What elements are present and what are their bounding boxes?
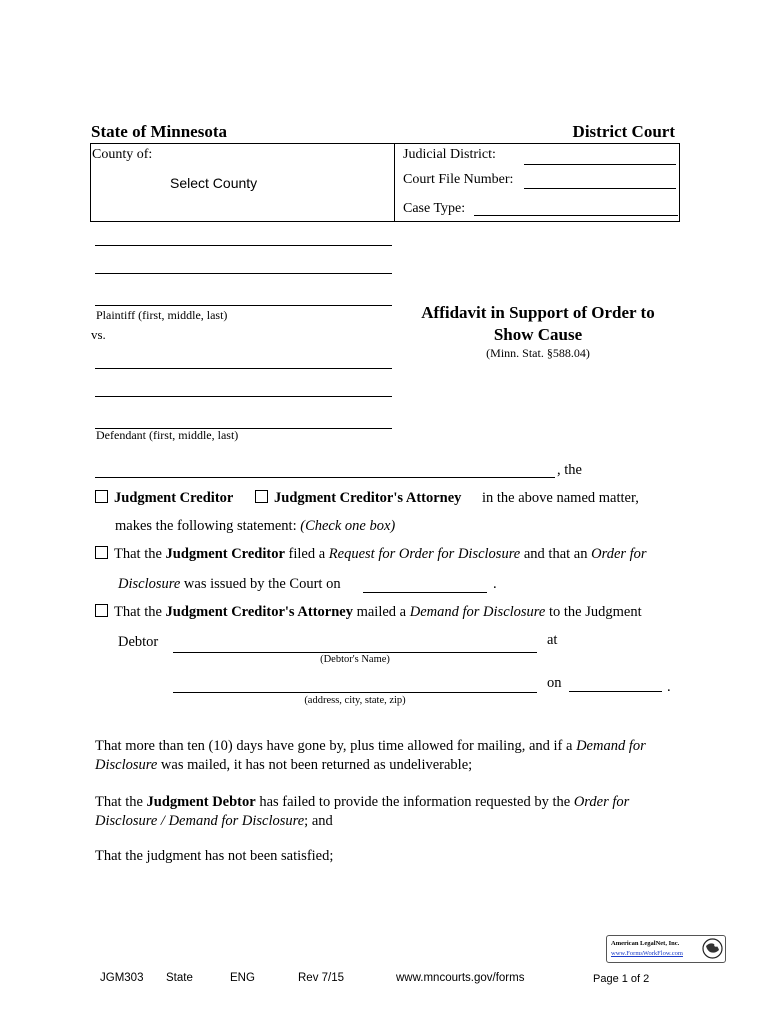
plaintiff-line-3[interactable] xyxy=(95,305,392,306)
mailing-date-field[interactable] xyxy=(569,691,662,692)
debtor-label: Debtor xyxy=(118,634,159,650)
footer-revision: Rev 7/15 xyxy=(298,972,345,984)
debtor-name-caption: (Debtor's Name) xyxy=(320,654,390,665)
globe-icon xyxy=(702,938,723,959)
debtor-address-field[interactable] xyxy=(173,692,537,693)
caption-divider xyxy=(394,143,395,221)
footer-language: ENG xyxy=(230,972,255,984)
defendant-line-1[interactable] xyxy=(95,368,392,369)
court-heading: District Court xyxy=(572,122,675,141)
plaintiff-line-1[interactable] xyxy=(95,245,392,246)
at-text: at xyxy=(547,632,558,648)
footer-form-number: JGM303 xyxy=(100,972,144,984)
judicial-district-field[interactable] xyxy=(524,164,676,165)
debtor-name-field[interactable] xyxy=(173,652,537,653)
paragraph-1: That more than ten (10) days have gone by, plus time allowed for mailing, and if a Demand for Disclosure was mailed, it has not been returned as undeliverable; xyxy=(95,738,646,773)
form-title-line-2: Show Cause xyxy=(493,325,583,344)
court-file-field[interactable] xyxy=(524,188,676,189)
plaintiff-label: Plaintiff (first, middle, last) xyxy=(96,308,228,322)
affiant-name-field[interactable] xyxy=(95,477,555,478)
stamp-name: American LegalNet, Inc. xyxy=(611,940,680,947)
clause-2-checkbox[interactable] xyxy=(95,604,108,617)
defendant-line-2[interactable] xyxy=(95,396,392,397)
form-title-line-1: Affidavit in Support of Order to xyxy=(421,303,655,322)
on-text: on xyxy=(547,675,562,691)
judgment-creditor-checkbox[interactable] xyxy=(95,490,108,503)
case-type-field[interactable] xyxy=(474,215,678,216)
footer-page-number: Page 1 of 2 xyxy=(593,973,650,985)
paragraph-3: That the judgment has not been satisfied; xyxy=(95,848,334,864)
versus: vs. xyxy=(91,327,106,342)
clause-2-line-1: That the Judgment Creditor's Attorney mailed a Demand for Disclosure to the Judgment xyxy=(95,604,642,621)
clause-1-line-2: Disclosure was issued by the Court on xyxy=(118,576,341,592)
address-caption: (address, city, state, zip) xyxy=(304,695,406,706)
clause-2-period: . xyxy=(667,679,671,695)
defendant-label: Defendant (first, middle, last) xyxy=(96,428,239,442)
judgment-creditor-label: Judgment Creditor xyxy=(114,490,234,506)
matter-text: in the above named matter, xyxy=(482,490,639,506)
case-type-label: Case Type: xyxy=(403,201,466,216)
clause-1-line-1: That the Judgment Creditor filed a Request for Order for Disclosure and that an Order for xyxy=(95,546,647,563)
statement-line: makes the following statement: (Check one box) xyxy=(115,518,396,534)
affiant-role-row xyxy=(95,490,233,507)
plaintiff-line-2[interactable] xyxy=(95,273,392,274)
attorney-option xyxy=(255,490,461,507)
footer-state: State xyxy=(166,972,193,984)
footer-website[interactable]: www.mncourts.gov/forms xyxy=(396,972,525,984)
legalnet-stamp xyxy=(606,935,726,963)
clause-1-checkbox[interactable] xyxy=(95,546,108,559)
statute-citation: (Minn. Stat. §588.04) xyxy=(486,346,590,360)
stamp-url[interactable]: www.FormsWorkFlow.com xyxy=(611,950,683,957)
creditor-attorney-checkbox[interactable] xyxy=(255,490,268,503)
judicial-district-label: Judicial District: xyxy=(403,147,496,162)
state-heading: State of Minnesota xyxy=(91,122,227,141)
creditor-attorney-label: Judgment Creditor's Attorney xyxy=(274,490,462,506)
the-text: , the xyxy=(557,462,582,478)
order-date-field[interactable] xyxy=(363,592,487,593)
paragraph-2: That the Judgment Debtor has failed to provide the information requested by the Order for Disclosure / Demand for Disclosure; and xyxy=(95,794,630,829)
clause-1-period: . xyxy=(493,576,497,592)
county-label: County of: xyxy=(92,147,153,162)
court-file-label: Court File Number: xyxy=(403,172,514,187)
county-select[interactable]: Select County xyxy=(170,175,258,191)
